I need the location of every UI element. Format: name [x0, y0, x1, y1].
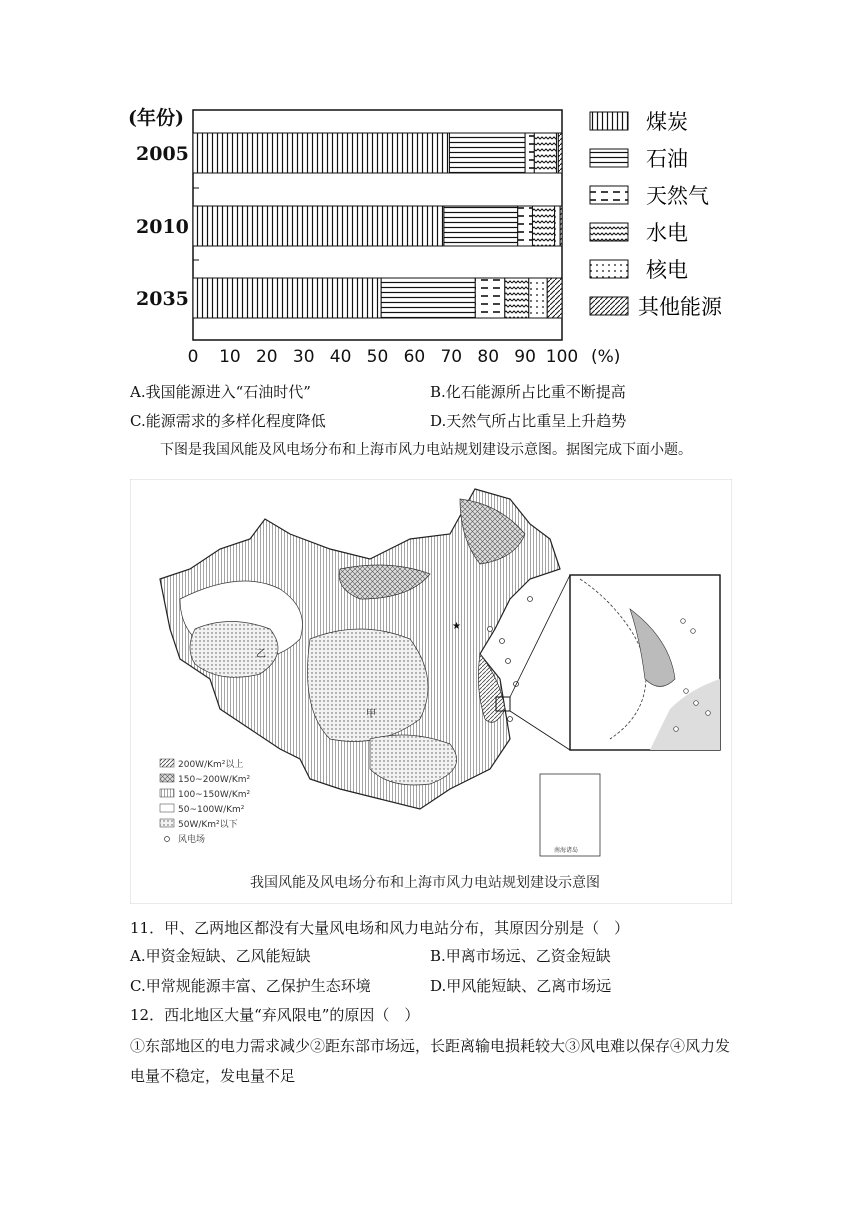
legend-swatch-核电	[590, 260, 628, 278]
svg-text:100~150W/Km²: 100~150W/Km²	[178, 790, 251, 800]
bar-2035-石油	[381, 278, 475, 318]
legend-swatch-其他能源	[590, 297, 628, 315]
legend-label-其他能源: 其他能源	[638, 295, 722, 319]
legend-label-石油: 石油	[646, 147, 688, 171]
x-tick-10: 10	[219, 347, 241, 367]
energy-structure-chart	[120, 100, 740, 370]
map-caption: 我国风能及风电场分布和上海市风力电站规划建设示意图	[250, 875, 600, 891]
legend-swatch-水电	[590, 223, 628, 241]
capital-star-icon: ★	[452, 621, 461, 632]
bar-2035-其他能源	[547, 278, 562, 318]
bar-2005-煤炭	[193, 133, 449, 173]
svg-text:50W/Km²以下: 50W/Km²以下	[178, 820, 238, 830]
q11-option-a: A.甲资金短缺、乙风能短缺	[130, 947, 311, 965]
bar-2010-煤炭	[193, 206, 444, 246]
china-wind-map	[130, 479, 732, 904]
x-tick-90: 90	[514, 347, 536, 367]
q12-statement-line2: 电量不稳定，发电量不足	[130, 1067, 296, 1085]
svg-text:50~100W/Km²: 50~100W/Km²	[178, 805, 245, 815]
x-tick-50: 50	[366, 347, 389, 367]
legend-swatch-石油	[590, 149, 628, 167]
x-tick-100: 100	[545, 347, 579, 367]
label-jia: 甲	[366, 709, 376, 720]
q10-option-c: C.能源需求的多样化程度降低	[130, 412, 326, 430]
legend-label-天然气: 天然气	[646, 184, 709, 208]
x-tick-30: 30	[292, 347, 315, 367]
y-axis-label: (年份)	[128, 107, 184, 129]
x-tick-20: 20	[255, 347, 278, 367]
q12-statement-line1: ①东部地区的电力需求减少②距东部市场远，长距离输电损耗较大③风电难以保存④风力发	[130, 1037, 731, 1055]
q12-stem: 12．西北地区大量“弃风限电”的原因（ ）	[130, 1006, 420, 1024]
label-yi: 乙	[256, 649, 266, 660]
south-sea-inset-label: 南海诸岛	[554, 847, 579, 854]
legend-label-核电: 核电	[646, 258, 688, 282]
bar-2005-石油	[449, 133, 525, 173]
q10-option-b: B.化石能源所占比重不断提高	[430, 383, 626, 401]
x-tick-70: 70	[440, 347, 463, 367]
bar-2010-石油	[444, 206, 518, 246]
legend-label-水电: 水电	[646, 221, 688, 245]
x-tick-0: 0	[187, 347, 199, 367]
bar-2035-煤炭	[193, 278, 381, 318]
bar-2005-天然气	[525, 133, 534, 173]
x-tick-80: 80	[477, 347, 500, 367]
x-axis-unit: (%)	[591, 347, 621, 367]
q11-option-c: C.甲常规能源丰富、乙保护生态环境	[130, 977, 371, 995]
legend-swatch-天然气	[590, 186, 628, 204]
q10-option-d: D.天然气所占比重呈上升趋势	[430, 412, 627, 430]
bar-2035-天然气	[475, 278, 505, 318]
bar-2035-核电	[529, 278, 547, 318]
legend-label-煤炭: 煤炭	[646, 110, 688, 134]
bar-2010-水电	[532, 206, 554, 246]
svg-text:150~200W/Km²: 150~200W/Km²	[178, 775, 251, 785]
q10-option-a: A.我国能源进入“石油时代”	[130, 383, 311, 401]
bar-2035-水电	[505, 278, 529, 318]
q11-option-b: B.甲离市场远、乙资金短缺	[430, 947, 611, 965]
q11-stem: 11．甲、乙两地区都没有大量风电场和风力电站分布，其原因分别是（ ）	[130, 919, 630, 937]
intro-text: 下图是我国风能及风电场分布和上海市风力电站规划建设示意图。据图完成下面小题。	[160, 442, 692, 458]
bar-2010-核电	[555, 206, 561, 246]
category-label-2005: 2005	[136, 143, 189, 165]
bar-2010-其他能源	[560, 206, 562, 246]
svg-text:风电场: 风电场	[178, 835, 206, 845]
q11-option-d: D.甲风能短缺、乙离市场远	[430, 977, 612, 995]
bar-2010-天然气	[518, 206, 533, 246]
legend-swatch-煤炭	[590, 112, 628, 130]
x-tick-40: 40	[329, 347, 352, 367]
bar-2005-水电	[534, 133, 556, 173]
category-label-2010: 2010	[136, 216, 189, 238]
bar-2005-其他能源	[558, 133, 562, 173]
x-tick-60: 60	[403, 347, 426, 367]
svg-text:200W/Km²以上: 200W/Km²以上	[178, 760, 244, 770]
category-label-2035: 2035	[136, 288, 189, 310]
